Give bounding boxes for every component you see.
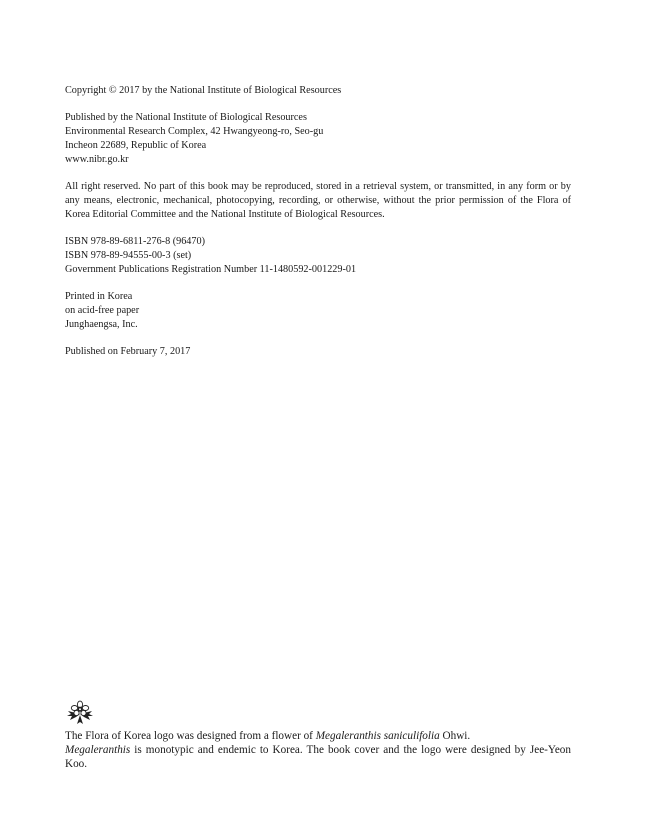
genus-name: Megaleranthis (65, 744, 131, 756)
logo-note (65, 700, 571, 771)
copyright-line: Copyright © 2017 by the National Institute of Biological Resources (65, 85, 342, 96)
copyright-block (65, 84, 571, 98)
species-name: Megaleranthis saniculifolia (315, 730, 440, 742)
publisher-address: Environmental Research Complex, 42 Hwangyeong-ro, Seo-gu (65, 126, 324, 137)
publisher-website: www.nibr.go.kr (65, 154, 129, 165)
publisher-name: Published by the National Institute of Biological Resources (65, 112, 307, 123)
publisher-block (65, 111, 571, 167)
printing-block (65, 290, 571, 332)
logo-note-part2: Ohwi. (439, 730, 471, 742)
published-date: Published on February 7, 2017 (65, 346, 191, 357)
rights-statement: All right reserved. No part of this book may be reproduced, stored in a retrieval system, or transmitted, in any form or by any means, electronic, mechanical, photocopying, recording, or otherwise, without the prior permission of the Flora of Korea Editorial Committee and the National Institute of Biological Resources. (65, 181, 571, 220)
flora-of-korea-logo-icon (65, 700, 95, 726)
date-block (65, 345, 571, 359)
registration-number: Government Publications Registration Number 11-1480592-001229-01 (65, 264, 357, 275)
isbn-set: ISBN 978-89-94555-00-3 (set) (65, 250, 192, 261)
logo-description (65, 729, 571, 771)
logo-note-part3: is monotypic and endemic to Korea. The book cover and the logo were designed by Jee-Yeon Koo. (65, 744, 571, 770)
logo-note-part1: The Flora of Korea logo was designed from a flower of (65, 730, 316, 742)
paper-type: on acid-free paper (65, 305, 140, 316)
imprint-body (65, 84, 571, 372)
isbn-volume: ISBN 978-89-6811-276-8 (96470) (65, 236, 205, 247)
rights-block (65, 180, 571, 222)
printed-in: Printed in Korea (65, 291, 133, 302)
publisher-city: Incheon 22689, Republic of Korea (65, 140, 207, 151)
printer-name: Junghaengsa, Inc. (65, 319, 138, 330)
isbn-block (65, 235, 571, 277)
